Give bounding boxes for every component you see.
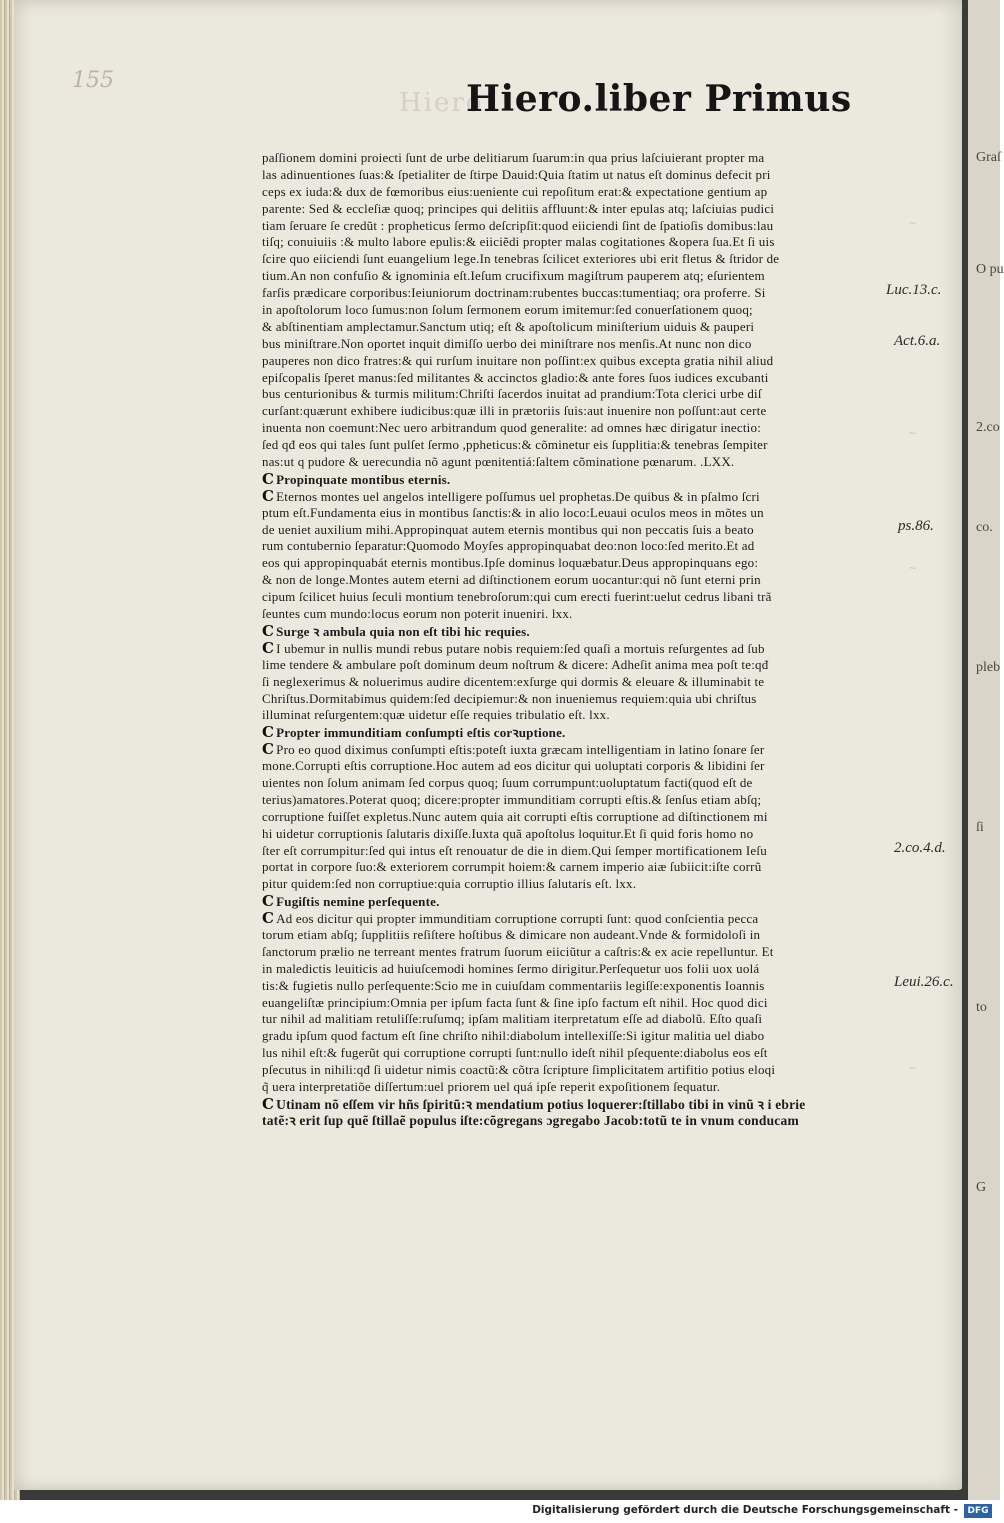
facing-page-fragment: O pu bbox=[976, 262, 1004, 277]
footer-bar bbox=[0, 1500, 1000, 1523]
funding-credit: Digitalisierung gefördert durch die Deutsche Forschungsgemeinschaft - bbox=[532, 1504, 958, 1516]
line-text: tium.An non confuſio & ignominia eſt.Ieſum crucifixum magiſtrum pauperem atq; eſurientem bbox=[262, 268, 765, 284]
line-text: in maledictis leuiticis ad huiuſcemodi homines ſermo dirigitur.Perſequetur uos folii uox uolá bbox=[262, 960, 760, 976]
facing-page-fragment: to bbox=[976, 1000, 987, 1015]
show-through-mark: ~ bbox=[909, 1060, 917, 1075]
line-text: & non de longe.Montes autem eterni ad diſtinctionem eorum uocantur:qui nõ ſunt eterni prin bbox=[262, 572, 761, 588]
text-line bbox=[262, 1045, 914, 1062]
line-text: tis:& fugietis nullo perſequente:Scio me in cuiuſdam commentariis legiſſe:exponentis Ioannis bbox=[262, 977, 765, 993]
text-line bbox=[262, 859, 914, 876]
line-text: in apoſtolorum loco ſumus:non ſolum ſermonem eorum imitemur:ſed conuerſationem quoq; bbox=[262, 302, 753, 318]
book-page bbox=[14, 0, 964, 1490]
text-line bbox=[262, 167, 914, 184]
facing-page-fragment: co. bbox=[976, 520, 993, 535]
line-text: Utinam nõ eſſem vir hñs ſpiritũ:ꝛ mendatium potius loquerer:ſtillabo tibi in vinũ ꝛ i ebrie bbox=[276, 1096, 806, 1112]
text-line bbox=[262, 268, 914, 285]
line-text: ſter eſt corrumpitur:ſed qui intus eſt renouatur de die in diem.Qui ſemper mortificationem Ieſu bbox=[262, 842, 767, 858]
facing-page-edge bbox=[962, 0, 1004, 1500]
line-text: ſeuntes cum mundo:locus eorum non poterit inueniri. lxx. bbox=[262, 606, 573, 622]
line-text: mone.Corrupti eſtis corruptione.Hoc autem ad eos dicitur qui uoluptati corporis & libidini ſer bbox=[262, 758, 765, 774]
line-text: tatẽ:ꝛ erit ſup quẽ ſtillaẽ populus iſte:cõgregans ɔgregabo Jacob:totũ te in vnum conducam bbox=[262, 1112, 799, 1128]
line-text: hi uidetur corruptionis ſalutaris dixiſſe.Iuxta quã apoſtolus loquitur.Et ſi quid foris homo no bbox=[262, 825, 754, 841]
line-text: bus miniſtrare.Non oportet inquit dimiſſo uerbo dei miniſtrare nos menſis.At nunc non dico bbox=[262, 335, 752, 351]
marginal-note: Leui.26.c. bbox=[894, 974, 954, 990]
line-text: epiſcopalis ſperet manus:ſed militantes & accinctos gladio:& ante fores ſuos iudices excubanti bbox=[262, 369, 769, 385]
line-text: inuenta non coemunt:Nec uero arbitrandum quod generalite: ad omnes hæc dirigatur inectio: bbox=[262, 420, 762, 436]
paragraph-mark: C bbox=[262, 469, 275, 488]
line-text: ptum eſt.Fundamenta eius in montibus ſanctis:& in alio loco:Leuaui oculos meos in mõtes un bbox=[262, 504, 764, 520]
line-text: corruptione fuiſſet expletus.Nunc autem quia ait corrupti eſtis corruptione ad diſtinctionem mi bbox=[262, 808, 768, 824]
line-text: lime tendere & ambulare poſt dominum deum noſtrum & dicere: Adheſit anima mea poſt te:qđ bbox=[262, 656, 769, 672]
line-text: eos qui appropinquabát eternis montibus.Ipſe dominus loquæbatur.Deus appropinquans ego: bbox=[262, 555, 759, 571]
text-line bbox=[262, 1079, 914, 1096]
text-line bbox=[262, 640, 914, 657]
text-line bbox=[262, 201, 914, 218]
text-line bbox=[262, 843, 914, 860]
text-line bbox=[262, 218, 914, 235]
line-text: ſanctorum prælio ne terreant mentes fratrum ſuorum eiiciũtur a caſtris:& ex acie repelluntur. Et bbox=[262, 943, 774, 959]
text-line bbox=[262, 978, 914, 995]
line-text: tur nihil ad malitiam retuliſſe:ruſumq; ipſam malitiam iterpretatum eſſe ad diabolũ. Eſto quaſi bbox=[262, 1011, 763, 1027]
text-line bbox=[262, 538, 914, 555]
text-line bbox=[262, 251, 914, 268]
text-line bbox=[262, 1096, 914, 1113]
line-text: ſed qđ eos qui tales ſunt pulſet ſermo ,ppheticus:& cõminetur eis ſupplitia:& tenebras ſempiter bbox=[262, 437, 768, 453]
text-line bbox=[262, 792, 914, 809]
line-text: parente: Sed & eccleſiæ quoq; principes qui delitiis affluunt:& inter epulas atq; laſciuias pudici bbox=[262, 200, 775, 216]
line-text: nas:ut q pudore & uerecundia nõ agunt pœnitentiá:ſaltem cõminatione pœnarum. .LXX. bbox=[262, 454, 735, 470]
text-line bbox=[262, 353, 914, 370]
line-text: ſi neglexerimus & noluerimus audire dicentem:exſurge qui dormis & eleuare & illuminabit te bbox=[262, 673, 765, 689]
text-line bbox=[262, 876, 914, 893]
show-through-mark: ~ bbox=[909, 560, 917, 575]
text-line bbox=[262, 437, 914, 454]
line-text: tiam ſeruare ſe credũt : propheticus ſermo deſcripſit:quod eiiciendi ſint de ſpatioſis domibus:lau bbox=[262, 217, 774, 233]
text-line bbox=[262, 522, 914, 539]
line-text: terius)amatores.Poterat quoq; dicere:propter immunditiam corrupti eſtis.& ſenſus etiam abſq; bbox=[262, 791, 762, 807]
text-line bbox=[262, 995, 914, 1012]
line-text: paſſionem domini proiecti ſunt de urbe delitiarum ſuarum:in qua prius laſciuierant propter ma bbox=[262, 150, 765, 165]
marginal-note: 2.co.4.d. bbox=[894, 840, 946, 856]
text-line bbox=[262, 589, 914, 606]
show-through-mark: ~ bbox=[909, 425, 917, 440]
text-line bbox=[262, 910, 914, 927]
text-line bbox=[262, 420, 914, 437]
line-text: Surge ꝛ ambula quia non eſt tibi hic requies. bbox=[276, 623, 530, 639]
line-text: I ubemur in nullis mundi rebus putare nobis requiem:ſed quaſi a mortuis reſurgentes ad ſub bbox=[276, 640, 765, 656]
text-line bbox=[262, 234, 914, 251]
paragraph-mark: C bbox=[262, 621, 275, 640]
running-header: Hiero.liber Primus bbox=[466, 78, 852, 120]
text-line bbox=[262, 1060, 917, 1079]
paragraph-mark: C bbox=[262, 892, 275, 911]
text-line bbox=[262, 758, 914, 775]
text-line bbox=[262, 944, 914, 961]
line-text: Propinquate montibus eternis. bbox=[276, 471, 451, 487]
line-text: tiſq; conuiuiis :& multo labore epulis:& eiiciẽdi propter malas cogitationes &opera ſua.Et ſi uis bbox=[262, 234, 775, 250]
line-text: Chriſtus.Dormitabimus quidem:ſed decipiemur:& non inueniemus requiem:quia ubi chriſtus bbox=[262, 690, 757, 706]
facing-page-fragment: ſi bbox=[976, 820, 984, 835]
text-line bbox=[262, 674, 914, 691]
text-line bbox=[262, 302, 914, 319]
text-line bbox=[262, 1011, 914, 1028]
marginal-note: Luc.13.c. bbox=[886, 282, 942, 298]
section-heading-line bbox=[262, 893, 914, 910]
line-text: Fugiſtis nemine perſequente. bbox=[276, 894, 440, 910]
show-through-text: Hiero. bbox=[399, 88, 494, 118]
marginal-note: ps.86. bbox=[898, 518, 934, 534]
paragraph-mark: C bbox=[262, 638, 275, 657]
section-heading-line bbox=[262, 623, 914, 640]
text-line bbox=[262, 572, 914, 589]
line-text: las adinuentiones ſuas:& ſpetialiter de ſtirpe Dauid:Quia ſtatim ut natus eſt dominus defecit pri bbox=[262, 166, 771, 182]
facing-page-fragment: G bbox=[976, 1180, 987, 1195]
show-through-mark: ~ bbox=[909, 215, 917, 230]
text-line bbox=[262, 403, 914, 420]
paragraph-mark: C bbox=[262, 1094, 275, 1113]
text-line bbox=[262, 691, 914, 708]
text-line bbox=[262, 505, 914, 522]
text-line bbox=[262, 454, 914, 471]
marginal-note: Act.6.a. bbox=[894, 333, 941, 349]
line-text: gradu ipſum quod factum eſt ſine chriſto nihil:diabolum intellexiſſe:Si igitur malitia uel diabo bbox=[262, 1028, 765, 1044]
line-text: uientes non ſolum animam ſed corpus quoq; ſuum corrumpunt:uoluptatum facti(quod eſt de bbox=[262, 774, 753, 790]
paragraph-mark: C bbox=[262, 486, 275, 505]
section-heading-line bbox=[262, 724, 914, 741]
facing-page-fragment: 2.co bbox=[976, 420, 1000, 435]
dfg-logo: DFG bbox=[964, 1504, 992, 1518]
facing-page-fragment: Graſ bbox=[976, 150, 1001, 165]
text-line bbox=[262, 488, 914, 505]
line-text: bus centurionibus & turmis militum:Chriſti ſacerdos inuitat ad prandium:Tota clerici urbe diſ bbox=[262, 386, 762, 402]
line-text: rum contubernio ſeparatur:Quomodo Moyſes appropinquabat deo:non loco:ſed merito.Et ad bbox=[262, 538, 755, 554]
line-text: portat in corpore ſuo:& exteriorem corrumpit hoiem:& carnem imperio aiæ ſubiicit:iſte corrũ bbox=[262, 859, 762, 875]
line-text: de ueniet auxilium mihi.Appropinquat autem eternis montibus qui non peccatis ſuis a beato bbox=[262, 521, 754, 537]
line-text: Propter immunditiam conſumpti eſtis corꝛuptione. bbox=[276, 725, 566, 741]
line-text: pauperes non dico fratres:& qui rurſum inuitare non poſſint:ex quibus excepta gratia nihil aliud bbox=[262, 352, 774, 368]
text-line bbox=[262, 150, 914, 167]
line-text: cipum ſcilicet huius ſeculi montium tenebroſorum:qui cum erecti fuerint:uelut cedrus libani trã bbox=[262, 589, 772, 605]
text-line bbox=[262, 336, 914, 353]
text-line bbox=[262, 707, 914, 724]
text-line bbox=[262, 741, 914, 758]
line-text: Eternos montes uel angelos intelligere poſſumus uel prophetas.De quibus & in pſalmo ſcri bbox=[276, 488, 760, 504]
text-line bbox=[262, 775, 914, 792]
paragraph-mark: C bbox=[262, 723, 275, 742]
text-line bbox=[262, 927, 914, 944]
line-text: pitur quidem:ſed non corruptiue:quia corruptio illius ſalutaris eſt. lxx. bbox=[262, 876, 637, 892]
text-line bbox=[262, 809, 914, 826]
text-line bbox=[262, 184, 914, 201]
text-line bbox=[262, 826, 914, 843]
line-text: illuminat reſurgentem:quæ uidetur eſſe requies tribulatio eſt. lxx. bbox=[262, 707, 610, 723]
folio-number: 155 bbox=[72, 68, 114, 93]
line-text: lus nihil eſt:& fugerũt qui corruptione corrupti ſunt:nullo ideſt nihil pſequente:diabolus eos eſt bbox=[262, 1045, 768, 1061]
text-line bbox=[262, 961, 914, 978]
paragraph-mark: C bbox=[262, 740, 275, 759]
line-text: ſcire quo eiiciendi ſunt euangelium lege.In tenebras ſcilicet exteriores ubi erit fletus & ſtridor de bbox=[262, 251, 780, 267]
text-line bbox=[262, 386, 914, 403]
text-line bbox=[262, 319, 914, 336]
paragraph-mark: C bbox=[262, 909, 275, 928]
text-line bbox=[262, 1113, 914, 1130]
text-line bbox=[262, 285, 914, 302]
line-text: Ad eos dicitur qui propter immunditiam corruptione corrupti ſunt: quod conſcientia pecca bbox=[276, 911, 759, 927]
line-text: q̃ uera interpretatiõe diſſertum:uel priorem uel quá ipſe reperit expoſitionem ſequatur. bbox=[262, 1078, 721, 1094]
line-text: ceps ex iuda:& dux de fœmoribus eius:ueniente cui repoſitum erat:& expectatione gentium ap bbox=[262, 183, 768, 199]
line-text: euangeliſtæ principium:Omnia per ipſum facta ſunt & ſine ipſo factum eſt nihil. Hoc quod dici bbox=[262, 994, 768, 1010]
text-line bbox=[262, 555, 914, 572]
facing-page-fragment: pleb bbox=[976, 660, 1001, 675]
text-line bbox=[262, 370, 914, 387]
text-line bbox=[262, 606, 914, 623]
line-text: & abſtinentiam amplectamur.Sanctum utiq; eſt & apoſtolicum miniſterium uiduis & pauperi bbox=[262, 318, 755, 334]
line-text: Pro eo quod diximus conſumpti eſtis:poteſt iuxta græcam intelligentiam in latino ſonare ſer bbox=[276, 742, 765, 758]
line-text: pſecutus in nihili:qđ ſi uidetur nimis coactũ:& cõtra ſcripture ſimplicitatem artifitio potius eloqi bbox=[262, 1062, 776, 1078]
line-text: torum etiam abſq; ſupplitiis reſiſtere hoſtibus & dimicare non audeant.Vnde & formidoloſi in bbox=[262, 926, 761, 942]
section-heading-line bbox=[262, 471, 914, 488]
line-text: farſis prædicare corporibus:Ieiuniorum doctrinam:rubentes buccas:tumentiaq; ora proferre. Si bbox=[262, 285, 766, 301]
text-line bbox=[262, 1028, 914, 1045]
line-text: curſant:quærunt exhibere iudicibus:quæ illi in prætoriis ſuis:aut inuenire non poſſunt:aut certe bbox=[262, 403, 767, 419]
text-line bbox=[262, 657, 914, 674]
